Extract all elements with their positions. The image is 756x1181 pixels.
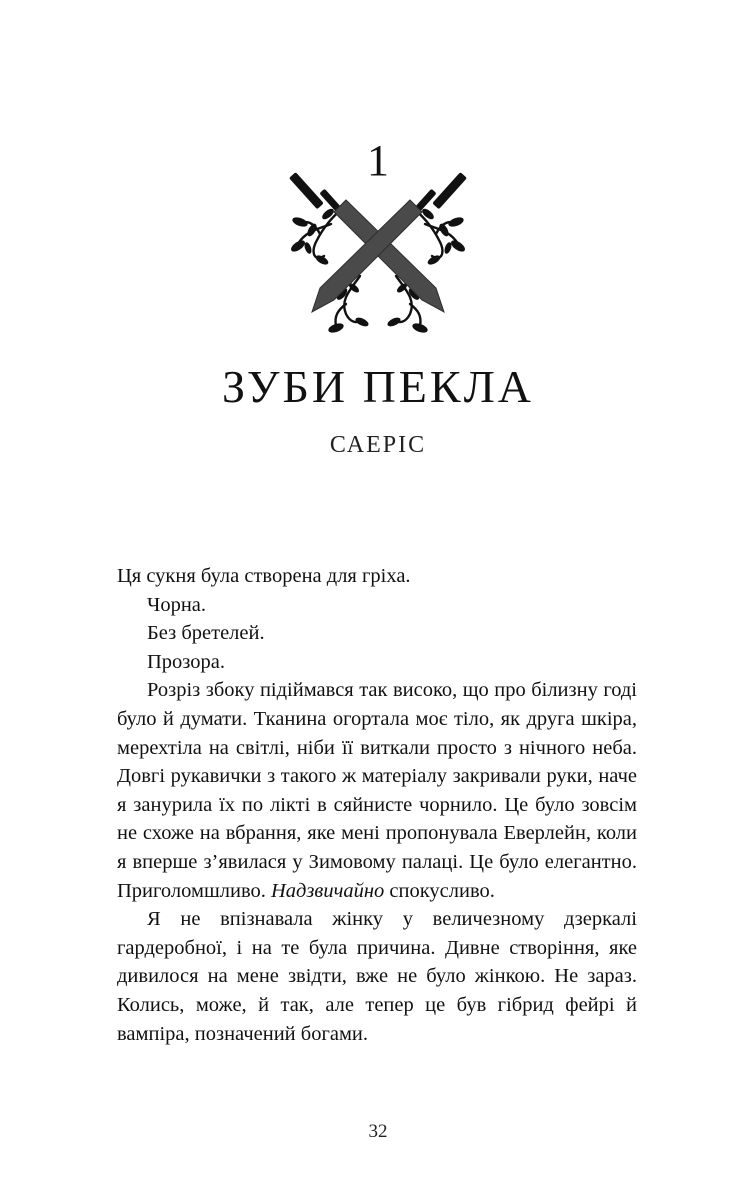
paragraph: Я не впізнавала жінку у величезному дзеркалі гардеробної, і на те була причина. Дивне створіння, яке дивилося на мене звідти, вже не було жінкою. Не зараз. Колись, може, й так, але тепер це був гібрид фейрі й вампіра, позначений богами. xyxy=(117,908,637,1045)
chapter-title: ЗУБИ ПЕКЛА xyxy=(221,361,535,412)
paragraph: Розріз збоку підіймався так високо, що про білизну годі було й думати. Тканина огортала моє тіло, як друга шкіра, мерехтіла на світлі, ніби її виткали просто з нічного неба. Довгі рукавички з такого ж матеріалу закривали руки, наче я занурила їх по лікті в сяйнисте чорнило. Це було зовсім не схоже на вбрання, яке мені пропонувала Еверлейн, коли я вперше з’явилася у Зимовому палаці. Це було елегантно. Приголомшливо. Надзвичайно спокусливо. xyxy=(117,679,637,902)
paragraph: Чорна. xyxy=(147,593,207,616)
paragraph: Без бретелей. xyxy=(147,622,265,645)
paragraph: Прозора. xyxy=(147,650,226,673)
emphasis-word: Надзвичайно xyxy=(271,879,385,902)
body-text xyxy=(117,562,637,1048)
page-number: 32 xyxy=(368,1121,388,1142)
crossed-swords-with-vines-icon xyxy=(276,164,480,338)
paragraph: Ця сукня була створена для гріха. xyxy=(117,565,411,587)
chapter-number: 1 xyxy=(367,136,389,185)
chapter-subtitle: САЕРІС xyxy=(329,432,427,458)
